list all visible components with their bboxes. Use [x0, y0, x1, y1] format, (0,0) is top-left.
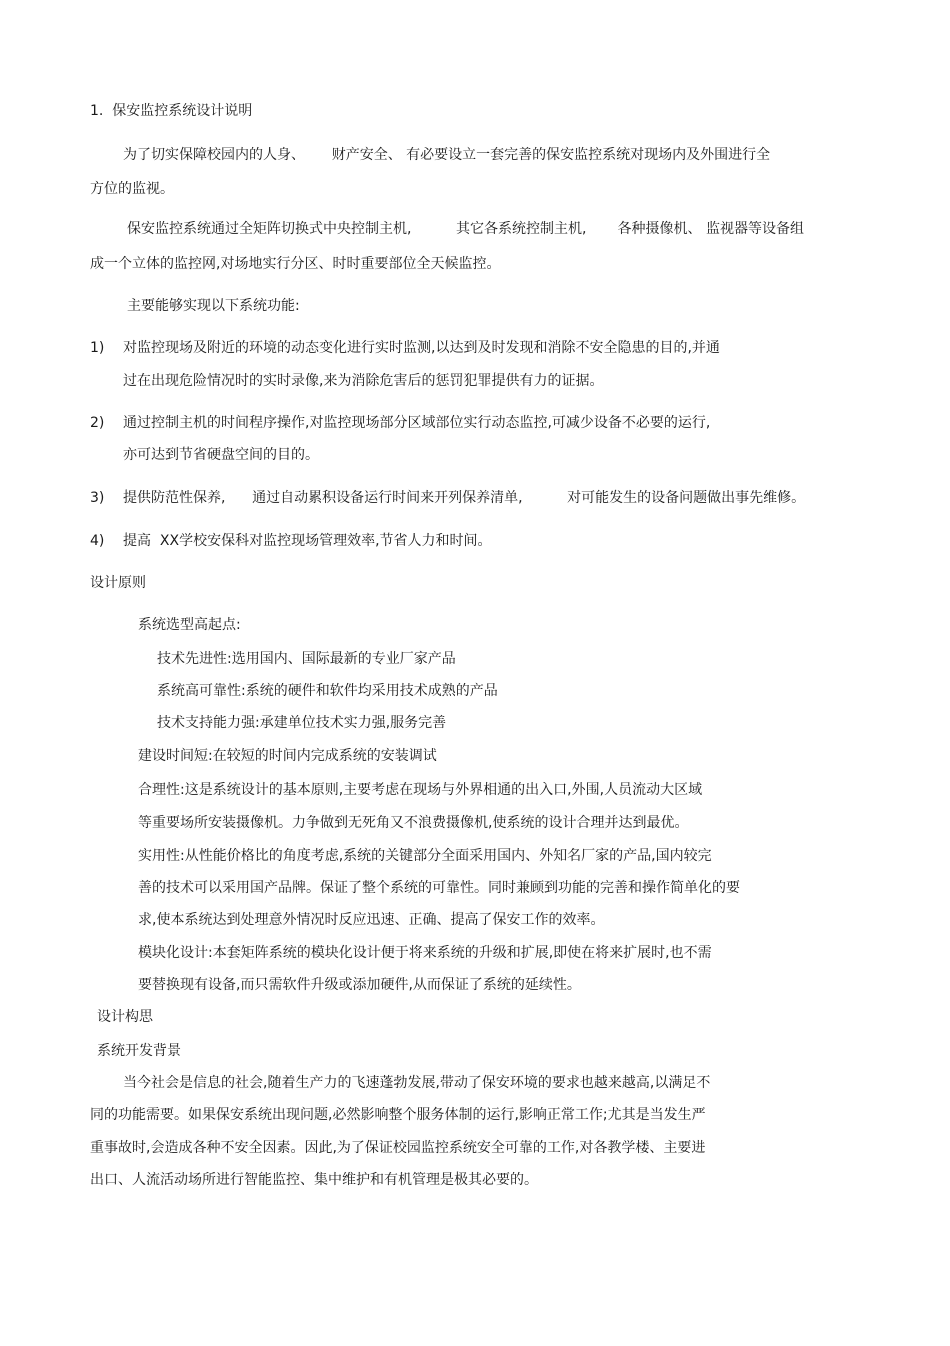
list-item-line: 过在出现危险情况时的实时录像,来为消除危害后的惩罚犯罪提供有力的证据。: [123, 373, 604, 389]
intro-paragraph-line: 方位的监视。: [90, 181, 174, 197]
background-paragraph-line: 出口、人流活动场所进行智能监控、集中维护和有机管理是极其必要的。: [90, 1172, 538, 1188]
list-number: 3): [90, 490, 105, 506]
subsection-title: 设计原则: [90, 575, 146, 591]
intro-paragraph-line: 保安监控系统通过全矩阵切换式中央控制主机, 其它各系统控制主机, 各种摄像机、 监视器等设备组: [127, 221, 805, 237]
list-number: 2): [90, 415, 105, 431]
principle-subitem: 技术先进性:选用国内、国际最新的专业厂家产品: [157, 651, 456, 667]
principle-line: 建设时间短:在较短的时间内完成系统的安装调试: [138, 748, 437, 764]
list-item-line: 提高 XX学校安保科对监控现场管理效率,节省人力和时间。: [123, 533, 492, 549]
principle-line: 合理性:这是系统设计的基本原则,主要考虑在现场与外界相通的出入口,外围,人员流动大区域: [138, 782, 703, 798]
list-number: 1): [90, 340, 105, 356]
background-paragraph-line: 同的功能需要。如果保安系统出现问题,必然影响整个服务体制的运行,影响正常工作;尤其是当发生严: [90, 1107, 706, 1123]
subsection-title: 设计构思: [97, 1009, 153, 1025]
principle-subitem: 系统高可靠性:系统的硬件和软件均采用技术成熟的产品: [157, 683, 498, 699]
intro-paragraph-line: 为了切实保障校园内的人身、 财产安全、 有必要设立一套完善的保安监控系统对现场内及外围进行全: [123, 147, 771, 163]
principle-line: 等重要场所安装摄像机。力争做到无死角又不浪费摄像机,使系统的设计合理并达到最优。: [138, 815, 689, 831]
list-item-line: 通过控制主机的时间程序操作,对监控现场部分区域部位实行动态监控,可减少设备不必要的运行,: [123, 415, 711, 431]
principle-line: 系统选型高起点:: [138, 617, 241, 633]
background-paragraph-line: 重事故时,会造成各种不安全因素。因此,为了保证校园监控系统安全可靠的工作,对各教学楼、主要进: [90, 1140, 706, 1156]
list-item-line: 亦可达到节省硬盘空间的目的。: [123, 447, 319, 463]
subsection-title: 系统开发背景: [97, 1043, 181, 1059]
principle-line: 求,使本系统达到处理意外情况时反应迅速、正确、提高了保安工作的效率。: [138, 912, 605, 928]
principle-line: 模块化设计:本套矩阵系统的模块化设计便于将来系统的升级和扩展,即使在将来扩展时,也不需: [138, 945, 712, 961]
principle-subitem: 技术支持能力强:承建单位技术实力强,服务完善: [157, 715, 447, 731]
principle-line: 善的技术可以采用国产品牌。保证了整个系统的可靠性。同时兼顾到功能的完善和操作简单化的要: [138, 880, 740, 896]
background-paragraph-line: 当今社会是信息的社会,随着生产力的飞速蓬勃发展,带动了保安环境的要求也越来越高,以满足不: [123, 1075, 711, 1091]
principle-line: 要替换现有设备,而只需软件升级或添加硬件,从而保证了系统的延续性。: [138, 977, 581, 993]
section-heading: 1. 保安监控系统设计说明: [90, 103, 253, 119]
list-item-line: 提供防范性保养, 通过自动累积设备运行时间来开列保养清单, 对可能发生的设备问题做出事先维修。: [123, 490, 806, 506]
intro-paragraph-line: 主要能够实现以下系统功能:: [127, 298, 300, 314]
list-number: 4): [90, 533, 105, 549]
list-item-line: 对监控现场及附近的环境的动态变化进行实时监测,以达到及时发现和消除不安全隐患的目的,并通: [123, 340, 720, 356]
intro-paragraph-line: 成一个立体的监控网,对场地实行分区、时时重要部位全天候监控。: [90, 256, 501, 272]
principle-line: 实用性:从性能价格比的角度考虑,系统的关键部分全面采用国内、外知名厂家的产品,国内较完: [138, 848, 712, 864]
